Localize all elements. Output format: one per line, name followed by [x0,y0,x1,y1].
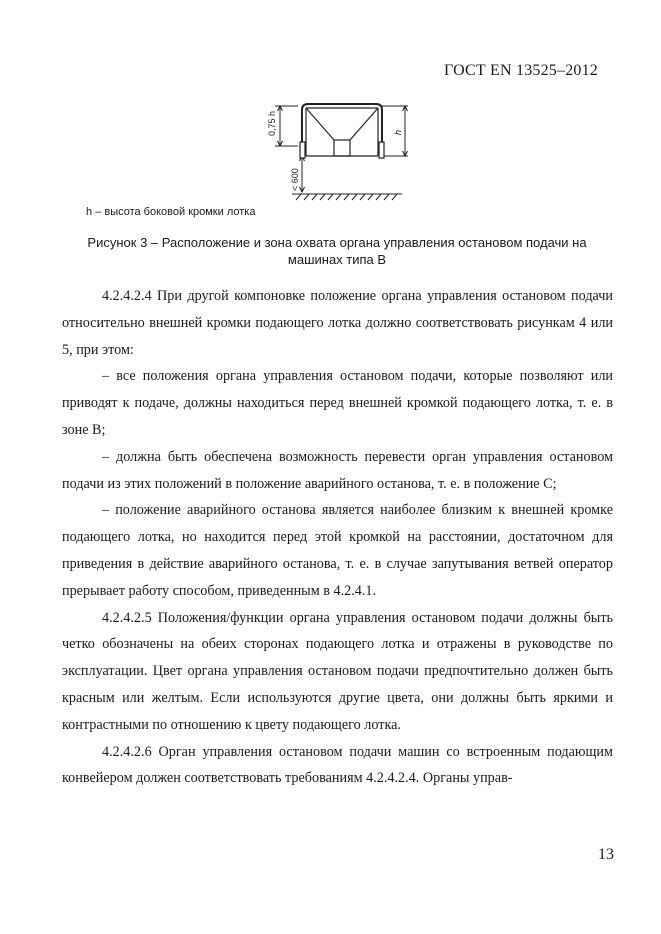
page-number: 13 [598,846,614,863]
figure-legend: h – высота боковой кромки лотка [86,206,256,218]
body-text [62,283,613,792]
ground-hatching [292,194,402,200]
paragraph: 4.2.4.2.6 Орган управления остановом подачи машин со встроенным подающим конвейером должен соответствовать требованиям 4.2.4.2.4. Органы управ- [62,743,613,787]
dim-label-clearance: < 600 [290,168,300,191]
paragraph: – положение аварийного останова является наиболее близким к внешней кромке подающего лотка, но находится перед этой кромкой на расстоянии, достаточном для приведения в действие аварийного останова, т. е. в случае запутывания ветвей оператор прерывает работу способом, приведенным в 4.2.4.1. [62,502,613,599]
dim-label-side-edge: 0,75 h [267,110,277,136]
figure-caption: Рисунок 3 – Расположение и зона охвата органа управления остановом подачи на машинах типа B [87,235,587,267]
standard-header: ГОСТ EN 13525–2012 [444,62,598,79]
paragraph: – все положения органа управления остановом подачи, которые позволяют или приводят к подаче, должны находиться перед внешней кромкой подающего лотка, т. е. в зоне B; [62,368,613,438]
feed-tray [300,104,384,158]
paragraph: 4.2.4.2.4 При другой компоновке положение органа управления остановом подачи относительно внешней кромки подающего лотка должно соответствовать рисункам 4 или 5, при этом: [62,288,613,358]
paragraph: 4.2.4.2.5 Положения/функции органа управления остановом подачи должны быть четко обозначены на обеих сторонах подающего лотка и отражены в руководстве по эксплуатации. Цвет органа управления остановом подачи предпочтительно должен быть красным или желтым. Если используются другие цвета, они должны быть яркими и контрастными по отношению к цвету подающего лотка. [62,609,613,733]
paragraph: – должна быть обеспечена возможность перевести орган управления остановом подачи из этих положений в положение аварийного останова, т. е. в положение C; [62,448,613,492]
feed-stop-figure [262,96,412,214]
dim-label-height: h [393,129,403,135]
